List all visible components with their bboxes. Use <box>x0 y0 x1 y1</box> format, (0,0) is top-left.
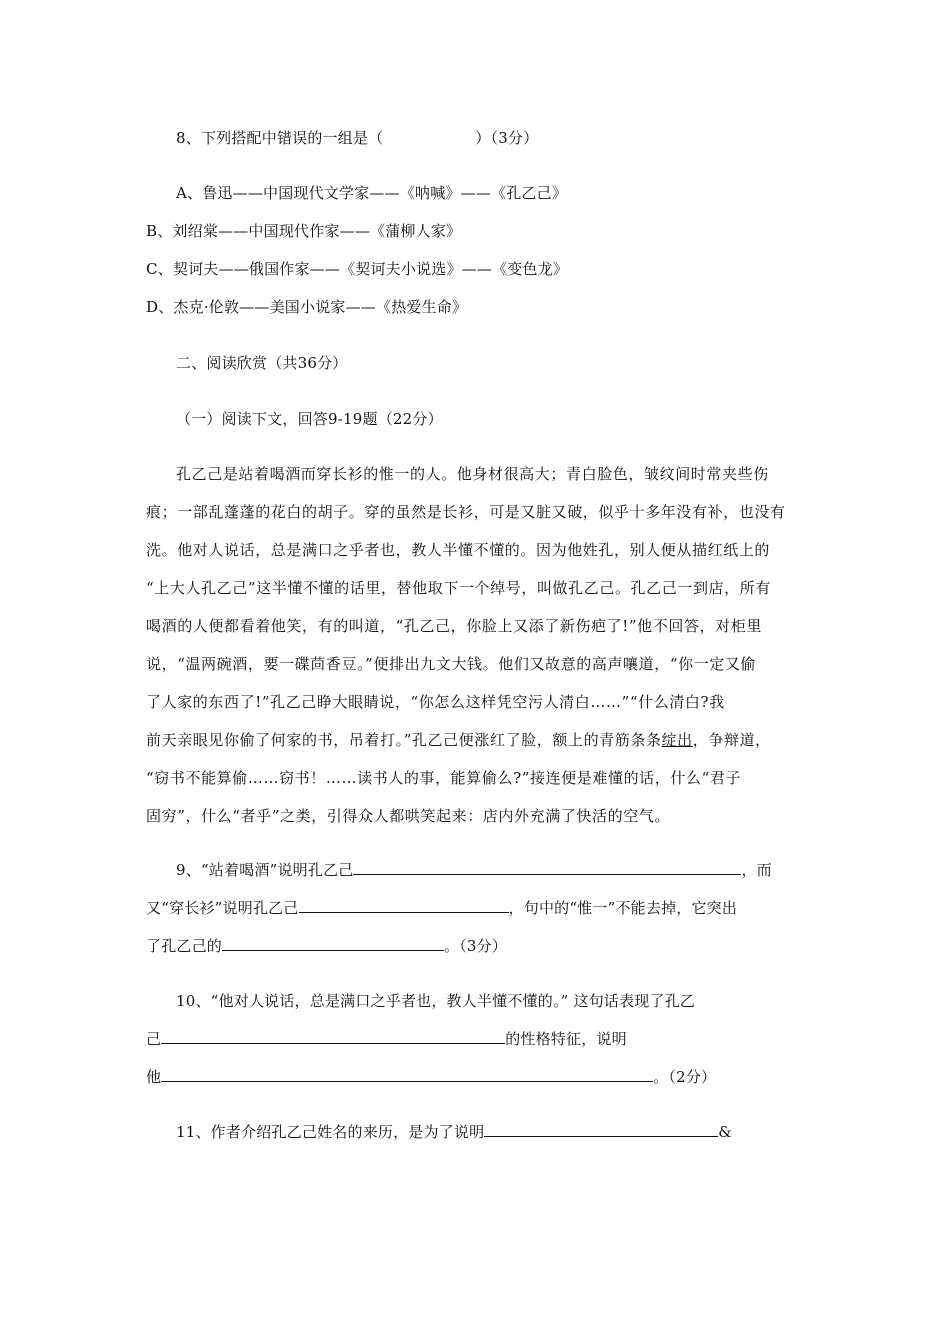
answer-blank[interactable] <box>161 1067 653 1082</box>
passage-text: ，争辩道， <box>692 731 771 749</box>
answer-blank[interactable] <box>353 860 741 875</box>
q8-score: ）（3分） <box>475 129 539 147</box>
question-9-line-1 <box>176 859 772 880</box>
passage-line: “窃书不能算偷……窃书！……读书人的事，能算偷么?”接连便是难懂的话，什么“君子 <box>146 769 742 787</box>
question-11-line-1 <box>176 1121 732 1142</box>
answer-blank[interactable] <box>484 1122 718 1137</box>
answer-blank[interactable] <box>222 936 444 951</box>
q11-text: & <box>718 1123 732 1141</box>
q9-text: ，句中的“惟一”不能去掉，它突出 <box>508 899 738 917</box>
q9-text: 9、“站着喝酒”说明孔乙己 <box>176 861 354 879</box>
passage-line: 洗。他对人说话，总是满口之乎者也，教人半懂不懂的。因为他姓孔，别人便从描红纸上的 <box>146 541 771 559</box>
passage-line: 了人家的东西了!”孔乙己睁大眼睛说，“你怎么这样凭空污人清白……”“什么清白?我 <box>146 693 725 711</box>
q10-score: 。（2分） <box>653 1068 717 1086</box>
passage-line: 痕；一部乱蓬蓬的花白的胡子。穿的虽然是长衫，可是又脏又破，似乎十多年没有补，也没有 <box>146 503 786 521</box>
section-subheading: （一）阅读下文，回答9-19题（22分） <box>176 410 443 428</box>
passage-line: 说，“温两碗酒，要一碟茴香豆。”便排出九文大钱。他们又故意的高声嚷道，“你一定又偷 <box>146 655 757 673</box>
answer-blank[interactable] <box>299 898 509 913</box>
q8-option-b: B、刘绍棠——中国现代作家——《蒲柳人家》 <box>146 222 462 240</box>
q9-text: ，而 <box>741 861 772 879</box>
q8-option-a: A、鲁迅——中国现代文学家——《呐喊》——《孔乙己》 <box>176 184 568 202</box>
passage-text: 前天亲眼见你偷了何家的书，吊着打。”孔乙己便涨红了脸，额上的青筋条条 <box>146 731 662 749</box>
q9-text: 了孔乙己的 <box>146 937 223 955</box>
answer-blank[interactable] <box>161 1029 505 1044</box>
question-9-line-3 <box>146 935 507 956</box>
question-10-line-3 <box>146 1066 716 1087</box>
passage-line: 孔乙己是站着喝酒而穿长衫的惟一的人。他身材很高大；青白脸色，皱纹间时常夹些伤 <box>176 465 769 483</box>
question-9-line-2 <box>146 897 737 918</box>
q8-stem-text: 8、下列搭配中错误的一组是（ <box>176 129 384 147</box>
passage-line: 喝酒的人便都看着他笑，有的叫道，“孔乙己，你脸上又添了新伤疤了!”他不回答，对柜里 <box>146 617 762 635</box>
question-8-stem <box>176 127 538 148</box>
underlined-word: 绽出 <box>661 731 693 749</box>
q10-text: 的性格特征，说明 <box>505 1030 627 1048</box>
passage-line: 固穷”，什么“者乎”之类，引得众人都哄笑起来：店内外充满了快活的空气。 <box>146 807 671 825</box>
q8-option-d: D、杰克·伦敦——美国小说家——《热爱生命》 <box>146 298 468 316</box>
passage-line: “上大人孔乙己”这半懂不懂的话里，替他取下一个绰号，叫做孔乙己。孔乙己一到店，所有 <box>146 579 771 597</box>
question-10-line-2 <box>146 1028 627 1049</box>
section-heading: 二、阅读欣赏（共36分） <box>176 354 348 372</box>
question-10-line-1: 10、“他对人说话，总是满口之乎者也，教人半懂不懂的。” 这句话表现了孔乙 <box>176 992 696 1010</box>
q10-text: 己 <box>146 1030 162 1048</box>
q11-text: 11、作者介绍孔乙己姓名的来历，是为了说明 <box>176 1123 485 1141</box>
passage-line <box>146 729 771 750</box>
q9-score: 。（3分） <box>444 937 508 955</box>
q10-text: 他 <box>146 1068 162 1086</box>
q8-option-c: C、契诃夫——俄国作家——《契诃夫小说选》——《变色龙》 <box>146 260 569 278</box>
q9-text: 又“穿长衫”说明孔乙己 <box>146 899 299 917</box>
